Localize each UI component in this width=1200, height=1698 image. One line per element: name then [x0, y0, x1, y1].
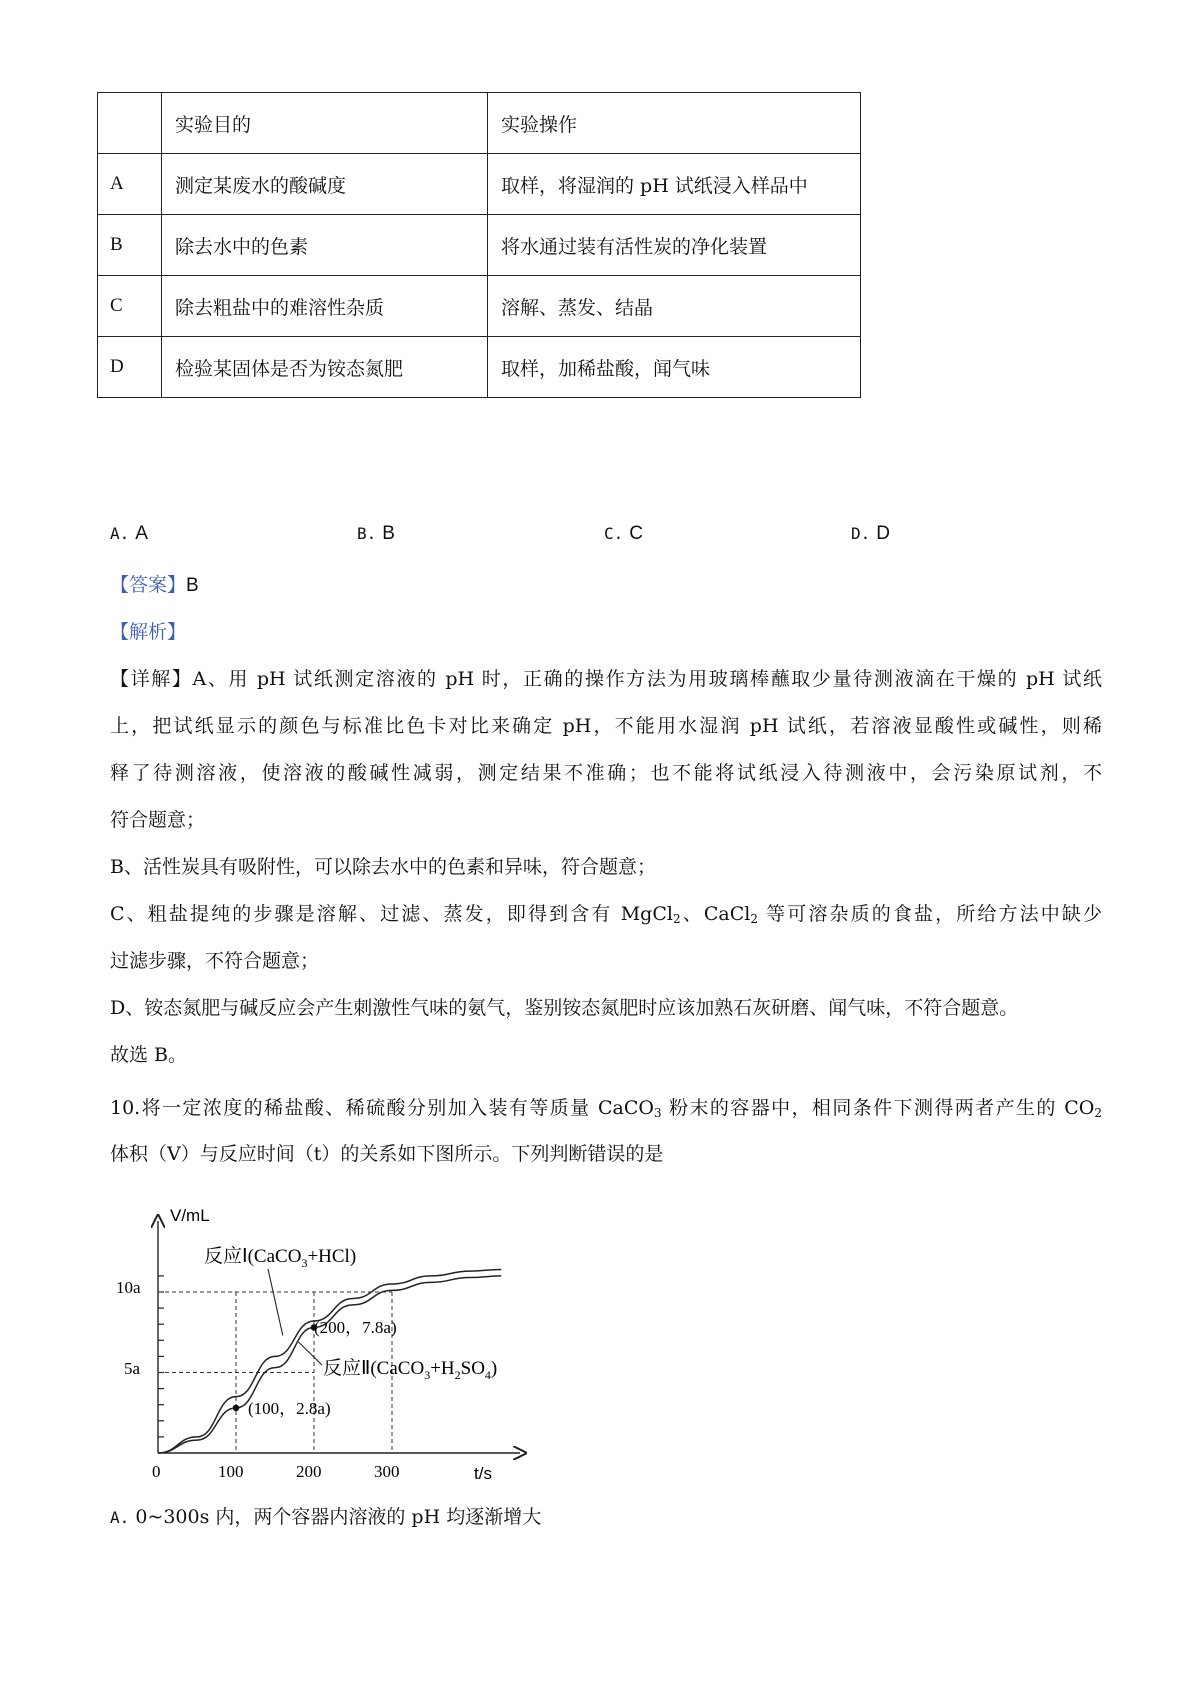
- x-tick-label: 100: [218, 1462, 244, 1481]
- y-tick-label: 10a: [116, 1278, 141, 1297]
- explanation-line: [110, 891, 1102, 938]
- row-purpose: 测定某废水的酸碱度: [162, 154, 488, 215]
- explanation-line: B、活性炭具有吸附性，可以除去水中的色素和异味，符合题意；: [110, 856, 656, 878]
- experiment-table: [97, 92, 861, 398]
- option-key: A.: [110, 524, 130, 543]
- option-key: D.: [851, 524, 871, 543]
- table-header-cell: [98, 93, 162, 154]
- y-axis-label: V/mL: [170, 1206, 210, 1225]
- table-row: [98, 154, 861, 215]
- option-value: C: [629, 523, 643, 544]
- row-label: B: [98, 215, 162, 276]
- subscript: 3: [653, 1106, 662, 1120]
- table-row: [98, 215, 861, 276]
- option-text: 0~300s 内，两个容器内溶液的 pH 均逐渐增大: [135, 1506, 542, 1528]
- x-axis-label: t/s: [474, 1464, 492, 1483]
- row-operation: 取样，将湿润的 pH 试纸浸入样品中: [488, 154, 861, 215]
- y-minor-ticks: [158, 1276, 164, 1437]
- answer-line: [110, 570, 199, 597]
- row-purpose: 除去粗盐中的难溶性杂质: [162, 276, 488, 337]
- x-tick-label: 300: [374, 1462, 400, 1481]
- explanation-text: 等可溶杂质的食盐，所给方法中缺少: [757, 903, 1102, 925]
- point-label: (200，7.8a): [314, 1318, 397, 1337]
- row-label: A: [98, 154, 162, 215]
- option-value: A: [135, 523, 148, 544]
- point-label: (100，2.8a): [248, 1399, 331, 1418]
- subscript: 2: [1094, 1106, 1102, 1120]
- x-tick-label: 200: [296, 1462, 322, 1481]
- explanation-line: [110, 656, 1102, 703]
- explanation: [110, 656, 1102, 1079]
- answer-options: [0, 523, 1200, 551]
- data-point: [233, 1405, 240, 1412]
- co2-volume-chart: [100, 1185, 560, 1495]
- row-label: C: [98, 276, 162, 337]
- option-b[interactable]: [357, 523, 395, 545]
- option-d[interactable]: [851, 523, 890, 545]
- question-10: [110, 1085, 1102, 1177]
- table-row: [98, 276, 861, 337]
- series-label-reaction-2: 反应$Ⅱ(CaCO_3+H_2SO_4)$: [323, 1358, 498, 1382]
- table-header-cell: 实验操作: [488, 93, 861, 154]
- callout-reaction-2: [298, 1342, 322, 1365]
- detail-tag: 【详解】: [110, 668, 193, 690]
- explanation-line: 过滤步骤，不符合题意；: [110, 950, 320, 972]
- option-key: B.: [357, 524, 377, 543]
- x-tick-label: 0: [152, 1462, 161, 1481]
- table-row: [98, 337, 861, 398]
- analysis-tag: 【解析】: [110, 621, 187, 643]
- row-purpose: 除去水中的色素: [162, 215, 488, 276]
- table-header-row: [98, 93, 861, 154]
- explanation-text: C、粗盐提纯的步骤是溶解、过滤、蒸发，即得到含有 MgCl: [110, 903, 673, 925]
- explanation-line: 上，把试纸显示的颜色与标准比色卡对比来确定 pH，不能用水湿润 pH 试纸，若溶液显酸性或碱性，则稀: [110, 715, 1102, 737]
- explanation-line: D、铵态氮肥与碱反应会产生刺激性气味的氨气，鉴别铵态氮肥时应该加熟石灰研磨、闻气味，不符合题意。: [110, 997, 1019, 1019]
- question-text: 粉末的容器中，相同条件下测得两者产生的 CO: [661, 1097, 1095, 1119]
- table-header-cell: 实验目的: [162, 93, 488, 154]
- series-label-reaction-1: 反应Ⅰ(CaCO$_3$+HCl): [204, 1246, 357, 1270]
- answer-value: B: [186, 575, 199, 596]
- row-label: D: [98, 337, 162, 398]
- explanation-line: 符合题意；: [110, 809, 206, 831]
- question-text: 10.将一定浓度的稀盐酸、稀硫酸分别加入装有等质量 CaCO: [110, 1097, 654, 1119]
- explanation-line: 释了待测溶液，使溶液的酸碱性减弱，测定结果不准确；也不能将试纸浸入待测液中，会污染原试剂，不: [110, 762, 1102, 784]
- subscript: 2: [750, 912, 758, 926]
- question-line: 体积（V）与反应时间（t）的关系如下图所示。下列判断错误的是: [110, 1143, 664, 1165]
- question-10-option-a[interactable]: [110, 1502, 541, 1529]
- explanation-text: A、用 pH 试纸测定溶液的 pH 时，正确的操作方法为用玻璃棒蘸取少量待测液滴在干燥的 pH 试纸: [192, 668, 1102, 690]
- subscript: 2: [672, 912, 681, 926]
- row-operation: 溶解、蒸发、结晶: [488, 276, 861, 337]
- y-tick-label: 5a: [124, 1359, 141, 1378]
- option-value: D: [876, 523, 890, 544]
- option-a[interactable]: [110, 523, 148, 545]
- option-key: A.: [110, 1508, 130, 1527]
- explanation-text: 、CaCl: [680, 903, 751, 925]
- row-operation: 取样，加稀盐酸，闻气味: [488, 337, 861, 398]
- conclusion-line: 故选 B。: [110, 1044, 188, 1066]
- callout-reaction-1: [268, 1269, 283, 1335]
- question-line: [110, 1085, 1102, 1131]
- option-c[interactable]: [604, 523, 643, 545]
- row-purpose: 检验某固体是否为铵态氮肥: [162, 337, 488, 398]
- answer-tag: 【答案】: [110, 574, 187, 596]
- option-key: C.: [604, 524, 624, 543]
- row-operation: 将水通过装有活性炭的净化装置: [488, 215, 861, 276]
- option-value: B: [382, 523, 395, 544]
